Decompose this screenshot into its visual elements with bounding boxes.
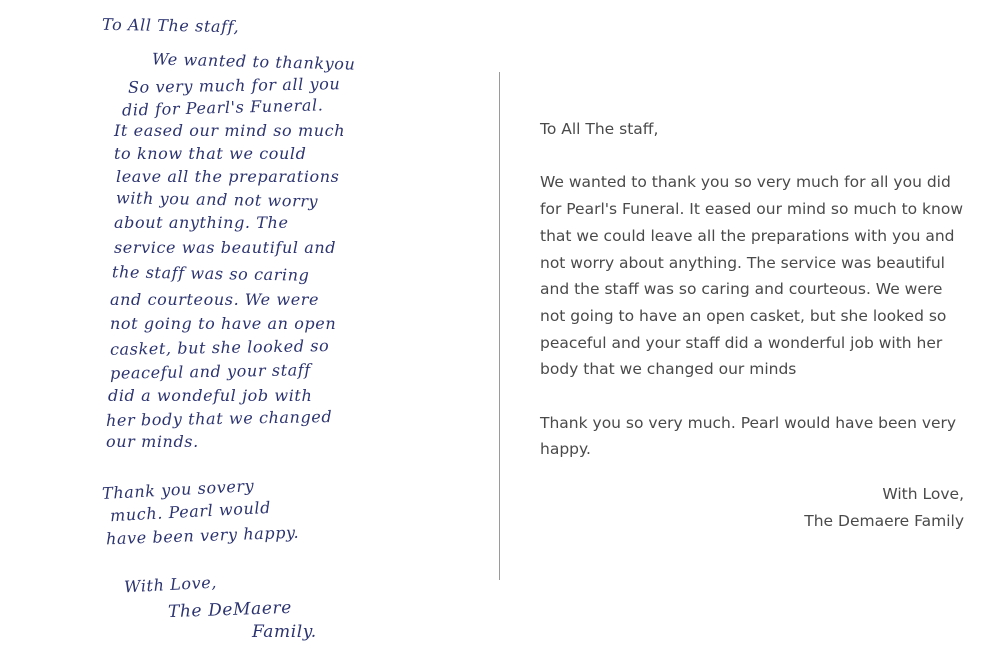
handwritten-line: With Love,: [123, 572, 218, 597]
transcription: [540, 116, 964, 535]
handwritten-line: We wanted to thankyou: [151, 49, 356, 74]
transcription-closing: Thank you so very much. Pearl would have been very happy.: [540, 413, 957, 459]
handwritten-line: with you and not worry: [115, 188, 319, 211]
handwritten-line: Family.: [252, 622, 317, 642]
transcription-greeting: To All The staff,: [540, 120, 659, 138]
transcription-signoff: With Love,: [882, 485, 964, 504]
handwritten-line: It eased our mind so much: [114, 121, 346, 140]
handwritten-line: So very much for all you: [127, 74, 341, 97]
handwritten-line: casket, but she looked so: [109, 336, 330, 359]
vertical-divider: [499, 72, 500, 580]
handwritten-line: much. Pearl would: [109, 497, 272, 526]
handwritten-line: not going to have an open: [110, 314, 337, 333]
handwritten-line: to know that we could: [114, 144, 307, 163]
transcription-signature: The Demaere Family: [804, 511, 964, 530]
handwritten-line: have been very happy.: [105, 522, 300, 549]
handwritten-line: our minds.: [106, 432, 199, 451]
transcription-body: We wanted to thank you so very much for all you did for Pearl's Funeral. It eased our mind so much to know that we could leave all the preparations with you and not worry about anything. The service was beautiful and the staff was so caring and courteous. We were not going to have an open casket, but she looked so peaceful and your staff did a wonderful job with her body that we changed our minds: [540, 173, 964, 379]
handwritten-line: did a wondeful job with: [108, 386, 313, 405]
handwritten-line: the staff was so caring: [111, 262, 310, 285]
handwritten-line: peaceful and your staff: [109, 360, 311, 383]
handwritten-note: [100, 14, 430, 644]
handwritten-line: about anything. The: [114, 213, 289, 232]
handwritten-line: The DeMaere: [167, 597, 293, 623]
handwritten-line: To All The staff,: [101, 14, 240, 37]
handwritten-line: and courteous. We were: [110, 290, 320, 309]
handwritten-line: Thank you sovery: [101, 476, 255, 503]
handwritten-line: leave all the preparations: [116, 167, 340, 186]
handwritten-line: did for Pearl's Funeral.: [121, 95, 324, 120]
handwritten-line: her body that we changed: [105, 407, 333, 430]
handwritten-line: service was beautiful and: [114, 238, 337, 257]
